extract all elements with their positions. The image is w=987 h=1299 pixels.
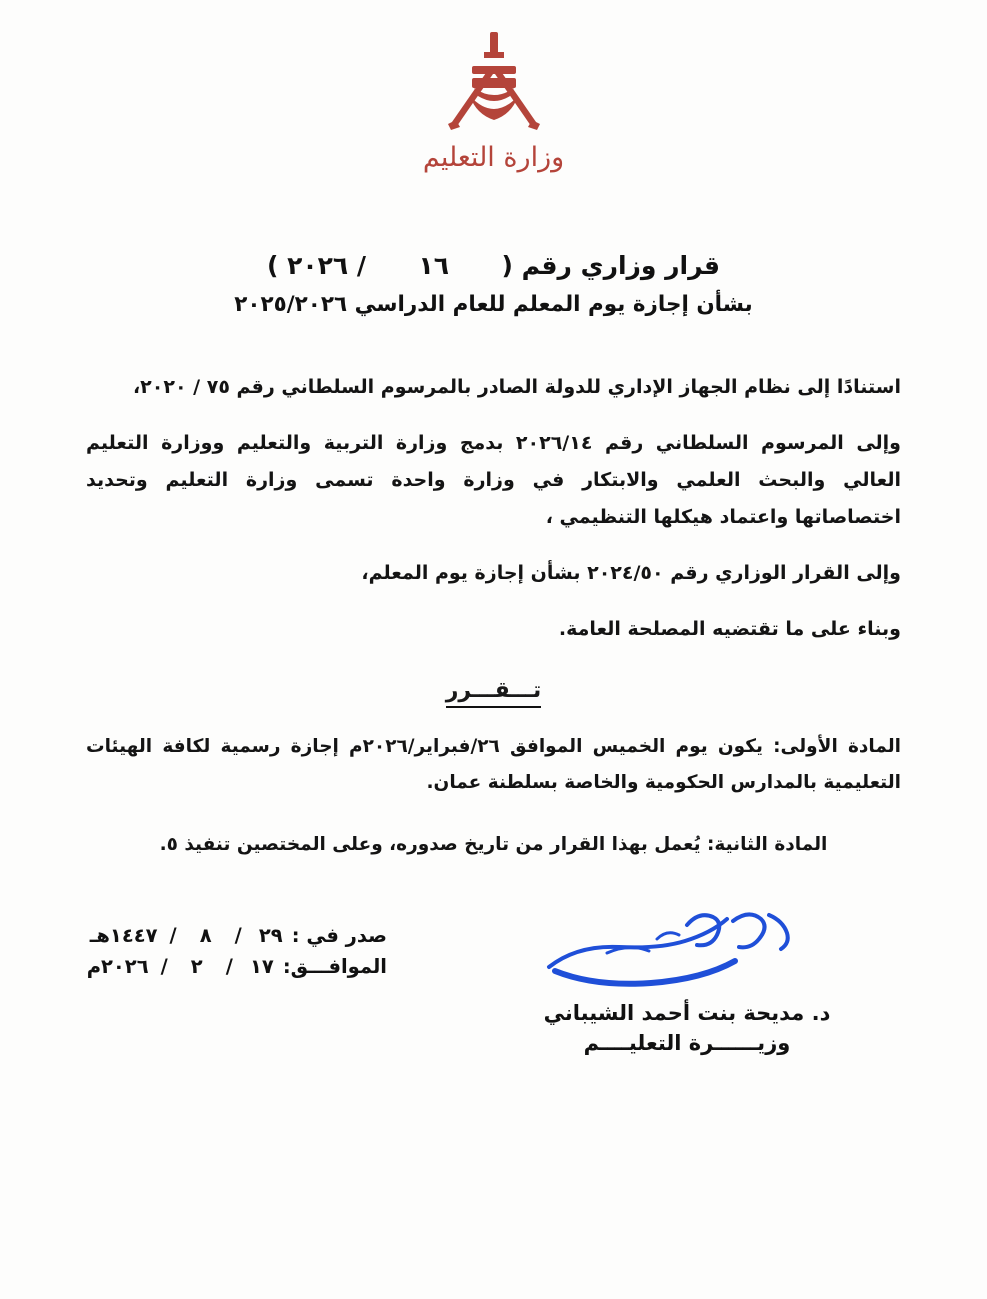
gregorian-day: ١٧ <box>249 954 274 978</box>
signer-title: وزيــــــرة التعليــــم <box>583 1031 791 1055</box>
article-second-text: يُعمل بهذا القرار من تاريخ صدوره، وعلى المختصين تنفيذ ٥. <box>159 834 701 856</box>
preamble-paragraph: استنادًا إلى نظام الجهاز الإداري للدولة الصادر بالمرسوم السلطاني رقم ٧٥ / ٢٠٢٠، <box>132 376 901 398</box>
date-separator: / <box>169 924 177 948</box>
hijri-day: ٢٩ <box>258 924 283 948</box>
article-first-text: يكون يوم الخميس الموافق ٢٦/فبراير/٢٠٢٦م إجازة رسمية لكافة الهيئات التعليمية بالمدارس الحكومية والخاصة بسلطنة عمان. <box>86 736 901 794</box>
date-separator: / <box>160 954 168 978</box>
decree-title-suffix: ) <box>266 251 279 280</box>
decree-title-prefix: قرار وزاري رقم ( <box>501 251 721 280</box>
article-second <box>86 827 901 863</box>
ministry-name: وزارة التعليم <box>422 142 565 173</box>
article-second-label: المادة الثانية: <box>706 834 828 856</box>
resolve-heading <box>86 678 901 703</box>
decree-separator: / <box>356 251 367 280</box>
decree-title <box>0 251 987 280</box>
gregorian-date-label: الموافـــق: <box>282 954 387 978</box>
preamble-paragraph: وإلى القرار الوزاري رقم ٢٠٢٤/٥٠ بشأن إجازة يوم المعلم، <box>361 562 901 585</box>
resolve-word: تـــقـــرر <box>446 678 542 708</box>
article-first-label: المادة الأولى: <box>773 736 902 758</box>
decree-title-block <box>0 251 987 317</box>
document-header <box>0 0 987 173</box>
oman-national-emblem-icon <box>434 26 554 136</box>
hijri-date-label: صدر في : <box>291 924 387 948</box>
decree-number: ١٦ <box>418 251 449 280</box>
hijri-year: ١٤٤٧هـ <box>89 924 158 948</box>
decree-year: ٢٠٢٦ <box>287 251 349 280</box>
signer-name: د. مديحة بنت أحمد الشيباني <box>543 1001 831 1025</box>
gregorian-year: ٢٠٢٦م <box>86 954 149 978</box>
preamble-paragraph: وإلى المرسوم السلطاني رقم ٢٠٢٦/١٤ بدمج وزارة التربية والتعليم ووزارة التعليم العالي والبحث العلمي والابتكار في وزارة واحدة تسمى وزارة التعليم وتحديد اختصاصاتها واعتماد هيكلها التنظيمي ، <box>86 432 901 529</box>
date-separator: / <box>225 954 233 978</box>
document-body <box>86 369 901 863</box>
hijri-month: ٨ <box>199 924 212 948</box>
preamble-paragraph: وبناء على ما تقتضيه المصلحة العامة. <box>558 618 901 641</box>
date-separator: / <box>234 924 242 948</box>
signature-block <box>477 905 897 1055</box>
gregorian-month: ٢ <box>190 954 203 978</box>
handwritten-signature-icon <box>537 905 837 995</box>
article-first <box>86 729 901 801</box>
decree-subtitle: بشأن إجازة يوم المعلم للعام الدراسي ٢٠٢٥/٢٠٢٦ <box>234 292 753 317</box>
